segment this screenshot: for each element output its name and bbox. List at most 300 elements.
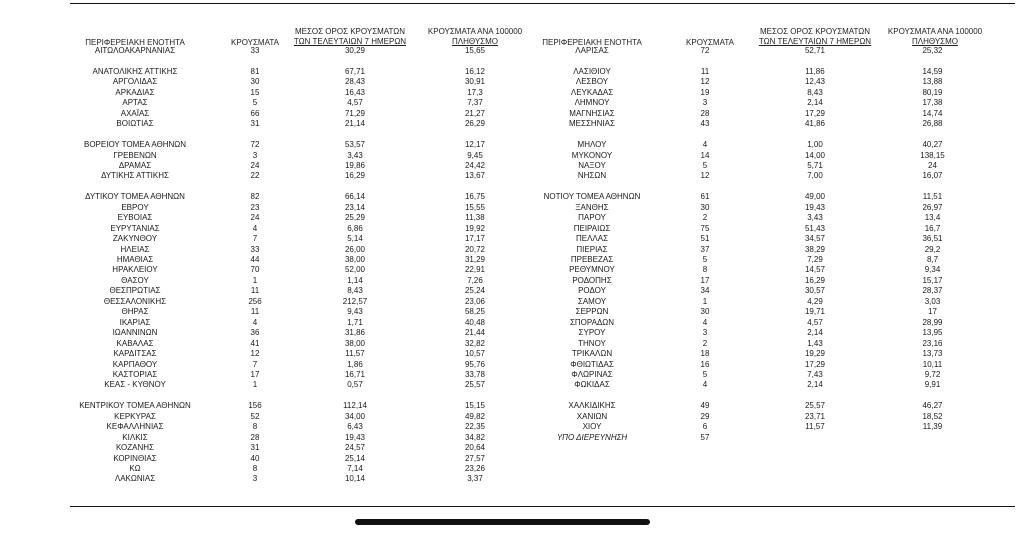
- cell-name: ΚΑΒΑΛΑΣ: [116, 338, 154, 348]
- cell-per100k: 13,88: [922, 77, 943, 87]
- cell-avg: 6,86: [347, 223, 363, 233]
- cell-per100k: 24,42: [464, 160, 486, 170]
- cell-per100k: 13,73: [922, 349, 943, 359]
- cell-per100k: 9,45: [467, 150, 483, 160]
- cell-cases: 31: [250, 119, 260, 129]
- cell-per100k: 8,7: [926, 255, 939, 264]
- cell-per100k: 21,44: [464, 328, 486, 338]
- cell-name: ΕΥΡΥΤΑΝΙΑΣ: [110, 223, 160, 233]
- right-header-avg-line2: ΤΩΝ ΤΕΛΕΥΤΑΙΩΝ 7 ΗΜΕΡΩΝ: [758, 37, 872, 46]
- cell-avg: 38,00: [344, 255, 366, 264]
- cell-cases: 1: [252, 275, 258, 285]
- cell-cases: 8: [252, 464, 258, 473]
- table-row: [0, 181, 1024, 192]
- cell-avg: 34,57: [804, 234, 826, 244]
- cell-avg: 4,29: [807, 296, 823, 306]
- cell-avg: 19,43: [344, 432, 366, 442]
- cell-per100k: 11,39: [922, 422, 943, 432]
- cell-per100k: 18,52: [922, 411, 943, 421]
- cell-per100k: 28,37: [922, 286, 943, 296]
- table-row: [0, 108, 1024, 119]
- table-row: [0, 327, 1024, 338]
- cell-per100k: 17: [928, 307, 937, 317]
- cell-avg: 16,29: [344, 171, 366, 181]
- cell-per100k: 34,82: [464, 432, 486, 442]
- cell-avg: 3,43: [347, 150, 363, 160]
- cell-per100k: 58,25: [464, 307, 486, 317]
- cell-name: ΤΗΝΟΥ: [578, 338, 606, 348]
- cell-cases: 7: [252, 234, 258, 244]
- cell-name: ΛΑΚΩΝΙΑΣ: [114, 474, 156, 484]
- top-rule: [70, 3, 1015, 4]
- cell-name: ΔΡΑΜΑΣ: [118, 160, 152, 170]
- cell-name: ΡΟΔΟΥ: [578, 286, 606, 296]
- cell-cases: 30: [250, 77, 260, 87]
- cell-name: ΛΕΣΒΟΥ: [575, 77, 609, 87]
- cell-per100k: 7,26: [467, 275, 483, 285]
- cell-cases: 3: [702, 98, 708, 108]
- cell-name: ΚΕΦΑΛΛΗΝΙΑΣ: [106, 422, 164, 432]
- cell-per100k: 49,82: [464, 411, 486, 421]
- left-header-region: ΠΕΡΙΦΕΡΕΙΑΚΗ ΕΝΟΤΗΤΑ: [85, 38, 185, 47]
- cell-avg: 51,43: [804, 223, 826, 233]
- cell-cases: 4: [252, 317, 258, 327]
- table-row: [0, 223, 1024, 234]
- cell-name: ΛΕΥΚΑΔΑΣ: [570, 87, 614, 97]
- cell-name: ΖΑΚΥΝΘΟΥ: [112, 234, 158, 244]
- cell-avg: 5,71: [807, 160, 823, 170]
- cell-cases: 14: [700, 150, 710, 160]
- cell-avg: 7,14: [347, 464, 363, 473]
- cell-avg: 16,43: [344, 87, 366, 97]
- cell-name: ΛΑΣΙΘΙΟΥ: [573, 66, 611, 76]
- cell-name: ΑΝΑΤΟΛΙΚΗΣ ΑΤΤΙΚΗΣ: [92, 66, 178, 76]
- cell-avg: 25,29: [344, 213, 366, 223]
- cell-per100k: 46,27: [922, 401, 943, 411]
- cell-per100k: 16,7: [924, 223, 941, 233]
- cell-avg: 25,14: [344, 453, 366, 463]
- left-header-per100k: [420, 27, 530, 47]
- table-row: [0, 285, 1024, 296]
- cell-name: ΜΕΣΣΗΝΙΑΣ: [569, 119, 615, 129]
- cell-cases: 156: [248, 401, 262, 411]
- cell-cases: 72: [250, 140, 260, 150]
- cell-name: ΣΑΜΟΥ: [577, 296, 607, 306]
- table-row: [0, 45, 1024, 56]
- cell-per100k: 32,82: [464, 338, 486, 348]
- cell-per100k: 40,48: [464, 317, 486, 327]
- cell-avg: 4,57: [807, 317, 823, 327]
- cell-cases: 7: [252, 359, 258, 369]
- cell-avg: 8,43: [347, 286, 363, 296]
- cell-name: ΞΑΝΘΗΣ: [575, 202, 609, 212]
- cell-name: ΝΟΤΙΟΥ ΤΟΜΕΑ ΑΘΗΝΩΝ: [543, 192, 641, 202]
- cell-per100k: 28,99: [922, 317, 943, 327]
- cell-cases: 75: [700, 223, 710, 233]
- cell-avg: 1,00: [807, 140, 823, 150]
- cell-cases: 30: [700, 202, 710, 212]
- horizontal-scrollbar[interactable]: [355, 519, 650, 525]
- cell-per100k: 31,29: [464, 255, 486, 264]
- cell-per100k: 13,4: [924, 213, 941, 223]
- cell-cases: 11: [250, 307, 260, 317]
- cell-cases: 2: [702, 338, 708, 348]
- cell-name: ΝΗΣΩΝ: [577, 171, 607, 181]
- right-header-per100k-line2: ΠΛΗΘΥΣΜΟ: [911, 37, 959, 46]
- left-header-avg-line2: ΤΩΝ ΤΕΛΕΥΤΑΙΩΝ 7 ΗΜΕΡΩΝ: [293, 37, 407, 46]
- cell-avg: 0,57: [347, 380, 363, 390]
- cell-name: ΠΕΙΡΑΙΩΣ: [573, 223, 611, 233]
- cell-cases: 36: [250, 328, 260, 338]
- left-header-per100k-line1: ΚΡΟΥΣΜΑΤΑ ΑΝΑ 100000: [427, 27, 523, 36]
- cell-avg: 41,86: [804, 119, 826, 129]
- bottom-rule: [70, 506, 1015, 507]
- cell-cases: 30: [700, 307, 710, 317]
- cell-name: ΣΠΟΡΑΔΩΝ: [569, 317, 615, 327]
- cell-name: ΣΥΡΟΥ: [578, 328, 606, 338]
- cell-per100k: 17,38: [922, 98, 943, 108]
- cell-per100k: 26,29: [464, 119, 486, 129]
- cell-per100k: 29,2: [924, 244, 941, 254]
- table-row: [0, 66, 1024, 77]
- cell-name: ΦΛΩΡΙΝΑΣ: [571, 369, 613, 379]
- cell-name: ΙΚΑΡΙΑΣ: [119, 317, 151, 327]
- table-row: [0, 421, 1024, 432]
- right-header-cases: ΚΡΟΥΣΜΑΤΑ: [686, 38, 734, 47]
- cell-avg: 24,57: [344, 443, 366, 453]
- table-row: [0, 390, 1024, 401]
- table-row: [0, 379, 1024, 390]
- cell-avg: 19,43: [804, 202, 826, 212]
- table-row: [0, 202, 1024, 213]
- cell-name: ΚΟΖΑΝΗΣ: [115, 443, 155, 453]
- cell-avg: 23,71: [804, 411, 826, 421]
- cell-name: ΙΩΑΝΝΙΝΩΝ: [112, 328, 158, 338]
- cell-avg: 7,29: [807, 255, 823, 264]
- cell-per100k: 9,72: [924, 369, 941, 379]
- table-row: [0, 55, 1024, 66]
- cell-per100k: 3,03: [924, 296, 941, 306]
- cell-cases: 57: [700, 432, 710, 442]
- cell-avg: 71,29: [344, 108, 366, 118]
- cell-per100k: 15,15: [464, 401, 486, 411]
- cell-cases: 23: [250, 202, 260, 212]
- table-row: [0, 473, 1024, 484]
- cell-per100k: 11,51: [922, 192, 943, 202]
- table-row: [0, 254, 1024, 265]
- cell-name: ΚΑΡΠΑΘΟΥ: [112, 359, 158, 369]
- table-row: [0, 411, 1024, 422]
- cell-avg: 12,43: [804, 77, 826, 87]
- cell-per100k: 16,07: [922, 171, 943, 181]
- cell-cases: 22: [250, 171, 260, 181]
- cell-name: ΘΕΣΣΑΛΟΝΙΚΗΣ: [103, 296, 167, 306]
- cell-per100k: 80,19: [922, 87, 943, 97]
- cell-name: ΛΑΡΙΣΑΣ: [575, 46, 609, 55]
- cell-per100k: 17,17: [464, 234, 486, 244]
- table-row: [0, 317, 1024, 328]
- cell-name: ΦΩΚΙΔΑΣ: [574, 380, 610, 390]
- cell-cases: 12: [700, 77, 710, 87]
- cell-avg: 31,86: [344, 328, 366, 338]
- cell-per100k: 10,57: [464, 349, 486, 359]
- cell-avg: 26,00: [344, 244, 366, 254]
- cell-per100k: 33,78: [464, 369, 486, 379]
- cell-name: ΒΟΙΩΤΙΑΣ: [116, 119, 154, 129]
- cell-avg: 7,00: [807, 171, 823, 181]
- cell-avg: 19,71: [804, 307, 826, 317]
- cell-cases: 12: [700, 171, 710, 181]
- cell-avg: 2,14: [807, 98, 823, 108]
- cell-name: ΘΗΡΑΣ: [121, 307, 149, 317]
- left-header-avg: [285, 27, 415, 47]
- cell-per100k: 25,24: [464, 286, 486, 296]
- cell-name: ΘΑΣΟΥ: [121, 275, 149, 285]
- cell-avg: 34,00: [344, 411, 366, 421]
- cell-avg: 23,14: [344, 202, 366, 212]
- cell-cases: 16: [700, 359, 710, 369]
- cell-avg: 1,14: [347, 275, 363, 285]
- cell-per100k: 13,67: [464, 171, 486, 181]
- cell-name: ΓΡΕΒΕΝΩΝ: [113, 150, 157, 160]
- right-header-per100k-line1: ΚΡΟΥΣΜΑΤΑ ΑΝΑ 100000: [887, 27, 983, 36]
- cell-name: ΤΡΙΚΑΛΩΝ: [571, 349, 613, 359]
- cell-cases: 28: [250, 432, 260, 442]
- cell-per100k: 3,37: [467, 474, 483, 484]
- table-row: [0, 369, 1024, 380]
- cell-name: ΥΠΟ ΔΙΕΡΕΥΝΗΣΗ: [556, 432, 628, 442]
- left-header-per100k-line2: ΠΛΗΘΥΣΜΟ: [451, 37, 499, 46]
- left-header-cases: ΚΡΟΥΣΜΑΤΑ: [231, 38, 279, 47]
- cell-per100k: 11,38: [465, 213, 485, 223]
- cell-cases: 49: [700, 401, 710, 411]
- cell-per100k: 20,72: [464, 244, 486, 254]
- cell-cases: 82: [250, 192, 260, 202]
- table-row: [0, 432, 1024, 443]
- cell-name: ΚΩ: [129, 464, 141, 473]
- cell-cases: 12: [250, 349, 260, 359]
- cell-avg: 30,29: [344, 46, 366, 55]
- cell-cases: 1: [702, 296, 708, 306]
- cell-cases: 8: [252, 422, 258, 432]
- cell-avg: 53,57: [344, 140, 366, 150]
- cell-cases: 34: [700, 286, 710, 296]
- cell-cases: 29: [700, 411, 710, 421]
- cell-avg: 14,57: [804, 265, 826, 275]
- cell-name: ΚΟΡΙΝΘΙΑΣ: [113, 453, 157, 463]
- table-row: [0, 191, 1024, 202]
- cell-per100k: 95,76: [464, 359, 486, 369]
- table-row: [0, 359, 1024, 370]
- cell-cases: 5: [702, 160, 708, 170]
- cell-name: ΡΕΘΥΜΝΟΥ: [569, 265, 615, 275]
- cell-name: ΚΕΡΚΥΡΑΣ: [114, 411, 156, 421]
- cell-per100k: 40,27: [922, 140, 943, 150]
- cell-avg: 112,14: [343, 401, 367, 411]
- table-row: [0, 212, 1024, 223]
- table-row: [0, 453, 1024, 464]
- cell-cases: 41: [250, 338, 260, 348]
- cell-cases: 24: [250, 213, 260, 223]
- cell-name: ΧΑΝΙΩΝ: [576, 411, 608, 421]
- table-row: [0, 296, 1024, 307]
- cell-per100k: 17,3: [467, 87, 483, 97]
- cell-per100k: 15,65: [464, 46, 486, 55]
- cell-name: ΣΕΡΡΩΝ: [575, 307, 609, 317]
- cell-avg: 66,14: [344, 192, 366, 202]
- table-row: [0, 129, 1024, 140]
- cell-cases: 72: [700, 46, 710, 55]
- cell-name: ΚΑΡΔΙΤΣΑΣ: [113, 349, 157, 359]
- cell-cases: 43: [700, 119, 710, 129]
- cell-name: ΠΑΡΟΥ: [578, 213, 606, 223]
- cell-name: ΗΜΑΘΙΑΣ: [116, 255, 154, 264]
- cell-avg: 5,14: [347, 234, 363, 244]
- cell-avg: 49,00: [804, 192, 826, 202]
- table-row: [0, 139, 1024, 150]
- cell-cases: 4: [702, 140, 708, 150]
- cell-cases: 66: [250, 108, 260, 118]
- table-row: [0, 338, 1024, 349]
- cell-name: ΔΥΤΙΚΟΥ ΤΟΜΕΑ ΑΘΗΝΩΝ: [85, 192, 185, 202]
- left-header-avg-line1: ΜΕΣΟΣ ΟΡΟΣ ΚΡΟΥΣΜΑΤΩΝ: [294, 27, 406, 36]
- cell-name: ΡΟΔΟΠΗΣ: [572, 275, 612, 285]
- cell-name: ΑΡΤΑΣ: [122, 98, 148, 108]
- cell-name: ΗΛΕΙΑΣ: [120, 244, 150, 254]
- cell-name: ΧΑΛΚΙΔΙΚΗΣ: [568, 401, 616, 411]
- table-row: [0, 97, 1024, 108]
- cell-per100k: 25,57: [464, 380, 486, 390]
- cell-name: ΒΟΡΕΙΟΥ ΤΟΜΕΑ ΑΘΗΝΩΝ: [83, 140, 187, 150]
- cell-per100k: 15,55: [464, 202, 486, 212]
- cell-avg: 3,43: [807, 213, 823, 223]
- table-row: [0, 306, 1024, 317]
- cell-name: ΑΡΓΟΛΙΔΑΣ: [112, 77, 158, 87]
- cell-avg: 8,43: [807, 87, 823, 97]
- cell-name: ΕΥΒΟΙΑΣ: [117, 213, 153, 223]
- cell-cases: 17: [700, 275, 710, 285]
- cell-name: ΚΕΑΣ - ΚΥΘΝΟΥ: [104, 380, 166, 390]
- cell-cases: 2: [702, 213, 708, 223]
- table-row: [0, 400, 1024, 411]
- cell-cases: 4: [702, 380, 708, 390]
- cell-name: ΔΥΤΙΚΗΣ ΑΤΤΙΚΗΣ: [101, 171, 169, 181]
- cell-avg: 2,14: [807, 380, 823, 390]
- cell-per100k: 20,64: [464, 443, 486, 453]
- cell-cases: 81: [250, 66, 260, 76]
- table-row: [0, 275, 1024, 286]
- cell-cases: 256: [248, 296, 262, 306]
- cell-cases: 6: [702, 422, 708, 432]
- cell-avg: 25,57: [804, 401, 826, 411]
- cell-cases: 52: [250, 411, 260, 421]
- cell-avg: 17,29: [804, 108, 826, 118]
- cell-per100k: 27,57: [464, 453, 486, 463]
- cell-avg: 10,14: [344, 474, 366, 484]
- cell-per100k: 138,15: [920, 150, 945, 160]
- cell-name: ΛΗΜΝΟΥ: [574, 98, 610, 108]
- cell-avg: 212,57: [342, 296, 368, 306]
- cell-avg: 19,29: [804, 349, 826, 359]
- cell-name: ΚΕΝΤΡΙΚΟΥ ΤΟΜΕΑ ΑΘΗΝΩΝ: [79, 401, 191, 411]
- cell-per100k: 7,37: [467, 98, 483, 108]
- cell-per100k: 22,35: [464, 422, 486, 432]
- cell-cases: 51: [700, 234, 710, 244]
- cell-cases: 15: [250, 87, 260, 97]
- table-row: [0, 348, 1024, 359]
- cell-avg: 28,43: [344, 77, 366, 87]
- cell-per100k: 21,27: [464, 108, 486, 118]
- cell-cases: 17: [250, 369, 260, 379]
- cell-cases: 3: [702, 328, 708, 338]
- table-row: [0, 264, 1024, 275]
- table-row: [0, 76, 1024, 87]
- cell-cases: 11: [250, 286, 260, 296]
- cell-cases: 19: [700, 87, 710, 97]
- cell-avg: 1,86: [347, 359, 363, 369]
- cell-name: ΧΙΟΥ: [582, 422, 602, 432]
- table-row: [0, 160, 1024, 171]
- cell-avg: 17,29: [804, 359, 826, 369]
- cell-name: ΠΙΕΡΙΑΣ: [576, 244, 608, 254]
- cell-per100k: 23,16: [922, 338, 943, 348]
- cell-cases: 33: [250, 46, 260, 55]
- cell-per100k: 14,59: [922, 66, 943, 76]
- cell-cases: 5: [252, 98, 258, 108]
- cell-per100k: 10,11: [922, 359, 943, 369]
- cell-name: ΑΙΤΩΛΟΑΚΑΡΝΑΝΙΑΣ: [94, 46, 176, 55]
- cell-cases: 3: [252, 474, 258, 484]
- cell-cases: 11: [700, 66, 710, 76]
- cell-per100k: 14,74: [922, 108, 943, 118]
- cell-name: ΘΕΣΠΡΩΤΙΑΣ: [109, 286, 161, 296]
- cell-per100k: 16,12: [464, 66, 486, 76]
- cell-cases: 37: [700, 244, 710, 254]
- cell-avg: 11,86: [805, 66, 825, 76]
- cell-avg: 67,71: [344, 66, 366, 76]
- cell-avg: 11,57: [345, 349, 365, 359]
- cell-cases: 61: [700, 192, 710, 202]
- cell-avg: 52,71: [804, 46, 826, 55]
- cell-per100k: 26,88: [922, 119, 943, 129]
- cell-per100k: 22,91: [464, 265, 486, 275]
- cell-per100k: 23,06: [464, 296, 486, 306]
- cell-avg: 2,14: [807, 328, 823, 338]
- cell-per100k: 12,17: [464, 140, 486, 150]
- table-row: [0, 118, 1024, 129]
- table-row: [0, 150, 1024, 161]
- cell-name: ΝΑΞΟΥ: [578, 160, 606, 170]
- cell-cases: 33: [250, 244, 260, 254]
- cell-name: ΑΧΑΪΑΣ: [120, 108, 150, 118]
- cell-avg: 30,57: [804, 286, 826, 296]
- cell-cases: 4: [702, 317, 708, 327]
- table-row: [0, 463, 1024, 474]
- cell-cases: 70: [250, 265, 260, 275]
- cell-name: ΕΒΡΟΥ: [121, 202, 149, 212]
- cell-cases: 1: [252, 380, 258, 390]
- table-row: [0, 442, 1024, 453]
- cell-name: ΑΡΚΑΔΙΑΣ: [115, 87, 155, 97]
- right-header-avg-line1: ΜΕΣΟΣ ΟΡΟΣ ΚΡΟΥΣΜΑΤΩΝ: [759, 27, 871, 36]
- cell-avg: 52,00: [344, 265, 366, 275]
- cell-cases: 8: [702, 265, 708, 275]
- cell-per100k: 13,95: [922, 328, 943, 338]
- cell-name: ΜΑΓΝΗΣΙΑΣ: [569, 108, 615, 118]
- cell-cases: 24: [250, 160, 260, 170]
- cell-name: ΗΡΑΚΛΕΙΟΥ: [112, 265, 158, 275]
- cell-per100k: 16,75: [464, 192, 486, 202]
